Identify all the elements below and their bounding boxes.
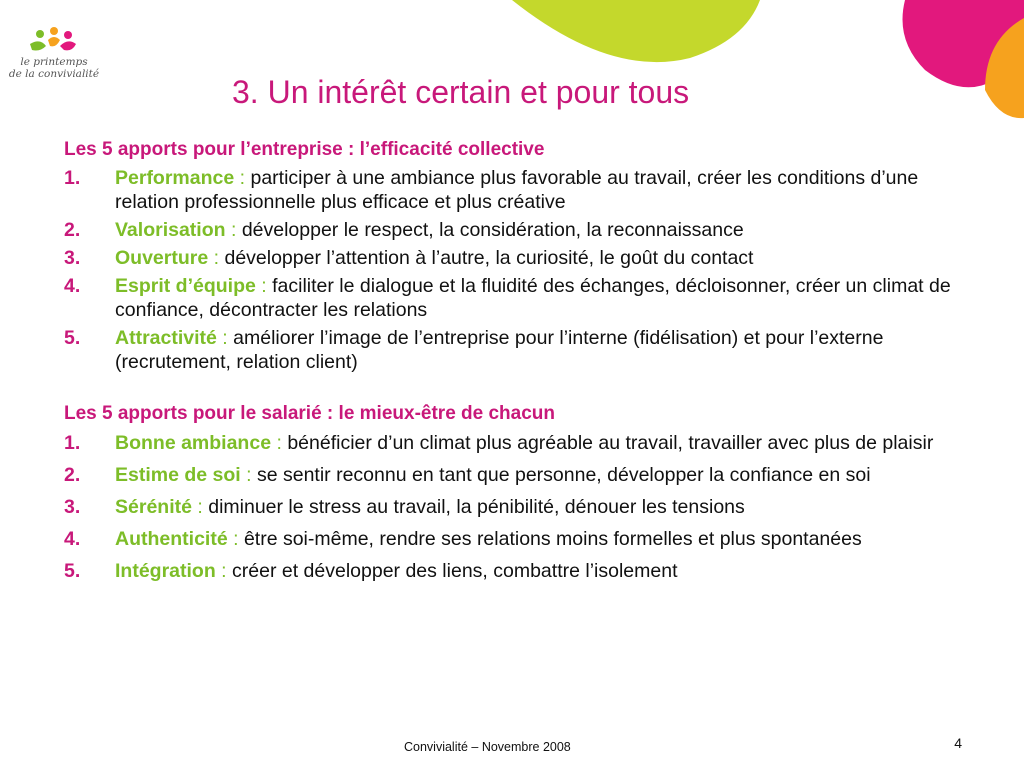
item-separator: : (227, 528, 244, 550)
item-separator: : (216, 327, 234, 349)
company-logo (6, 26, 102, 90)
benefit-list (64, 166, 974, 374)
logo-line-1: le printemps (20, 56, 88, 68)
logo-line-2: de la convivialité (8, 68, 100, 80)
item-text: bénéficier d’un climat plus agréable au travail, travailler avec plus de plaisir (287, 432, 934, 454)
list-item (64, 274, 974, 322)
item-separator: : (234, 167, 251, 189)
item-number: 4. (64, 275, 81, 297)
list-item (64, 166, 974, 214)
item-number: 5. (64, 327, 81, 349)
item-separator: : (191, 496, 209, 518)
item-text: créer et développer des liens, combattre l’isolement (232, 560, 678, 582)
item-label: Ouverture (115, 247, 209, 269)
item-separator: : (215, 560, 233, 582)
list-item (64, 556, 974, 586)
item-label: Valorisation (115, 219, 226, 241)
item-label: Esprit d’équipe (115, 275, 256, 297)
green-petal-shape (512, 0, 760, 62)
list-item (64, 218, 974, 242)
item-separator: : (271, 432, 288, 454)
list-item (64, 428, 974, 458)
item-label: Sérénité (115, 496, 192, 518)
slide-title: 3. Un intérêt certain et pour tous (232, 74, 690, 110)
item-text: diminuer le stress au travail, la pénibilité, dénouer les tensions (208, 496, 745, 518)
item-text: se sentir reconnu en tant que personne, développer la confiance en soi (256, 464, 871, 486)
item-number: 1. (64, 167, 81, 189)
flower-people-icon (6, 26, 102, 56)
list-item (64, 246, 974, 270)
item-separator: : (225, 219, 242, 241)
page-number: 4 (954, 735, 962, 751)
item-label: Authenticité (115, 528, 228, 550)
list-item (64, 460, 974, 490)
item-number: 1. (64, 432, 81, 454)
section-entreprise (64, 138, 974, 374)
item-text: participer à une ambiance plus favorable au travail, créer les conditions d’une relation professionnelle plus efficace et plus créative (115, 167, 919, 213)
item-text: développer le respect, la considération, la reconnaissance (241, 219, 744, 241)
slide-content (64, 138, 974, 586)
item-text: faciliter le dialogue et la fluidité des échanges, décloisonner, créer un climat de confiance, décontracter les relations (115, 275, 951, 321)
item-text: développer l’attention à l’autre, la curiosité, le goût du contact (224, 247, 754, 269)
logo-text (6, 56, 102, 80)
item-separator: : (255, 275, 273, 297)
item-label: Performance (115, 167, 235, 189)
item-text: être soi-même, rendre ses relations moins formelles et plus spontanées (243, 528, 862, 550)
item-number: 4. (64, 528, 81, 550)
section-heading: Les 5 apports pour le salarié : le mieux-être de chacun (64, 403, 556, 424)
item-separator: : (240, 464, 257, 486)
list-item (64, 492, 974, 522)
item-label: Bonne ambiance (115, 432, 272, 454)
section-heading: Les 5 apports pour l’entreprise : l’efficacité collective (64, 139, 545, 160)
list-item (64, 326, 974, 374)
section-salarie (64, 402, 974, 586)
item-number: 3. (64, 496, 81, 518)
footer-text: Convivialité – Novembre 2008 (404, 740, 571, 754)
item-number: 2. (64, 219, 81, 241)
item-label: Estime de soi (115, 464, 241, 486)
item-text: améliorer l’image de l’entreprise pour l’interne (fidélisation) et pour l’externe (recrutement, relation client) (115, 327, 884, 373)
list-item (64, 524, 974, 554)
benefit-list (64, 428, 974, 586)
item-number: 3. (64, 247, 81, 269)
item-label: Intégration (115, 560, 216, 582)
item-number: 2. (64, 464, 81, 486)
item-number: 5. (64, 560, 81, 582)
item-label: Attractivité (115, 327, 217, 349)
item-separator: : (208, 247, 225, 269)
